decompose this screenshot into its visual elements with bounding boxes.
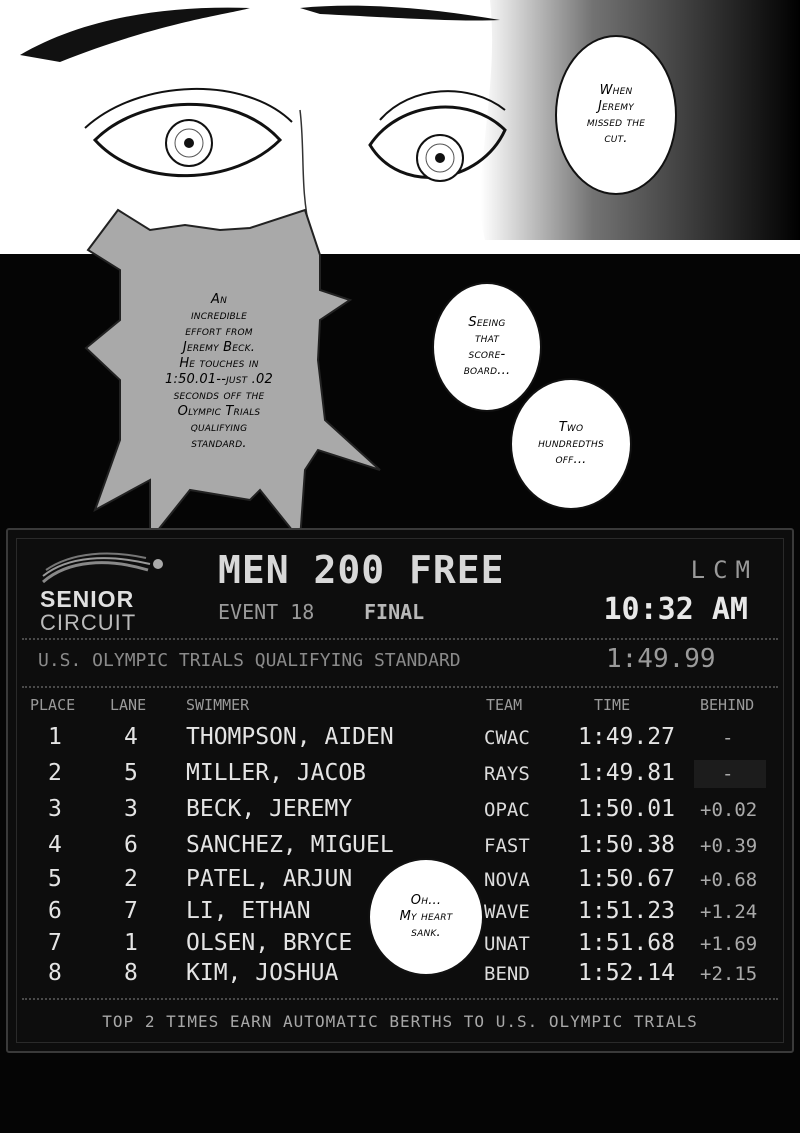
qualifying-standard-label: U.S. OLYMPIC TRIALS QUALIFYING STANDARD <box>38 650 461 671</box>
table-row <box>8 796 792 828</box>
header-lane: LANE <box>110 696 147 714</box>
header-swimmer: SWIMMER <box>186 696 250 714</box>
senior-circuit-logo <box>38 550 168 635</box>
logo-text-line2: CIRCUIT <box>40 610 137 635</box>
lane-cell: 8 <box>124 960 138 986</box>
time-cell: 1:50.01 <box>578 796 675 822</box>
lane-cell: 4 <box>124 724 138 750</box>
behind-cell: - <box>722 727 734 749</box>
lane-cell: 7 <box>124 898 138 924</box>
time-cell: 1:50.38 <box>578 832 675 858</box>
narration-text: When Jeremy missed the cut. <box>586 83 646 146</box>
lane-cell: 6 <box>124 832 138 858</box>
place-cell: 4 <box>48 832 62 858</box>
behind-cell: +1.69 <box>700 933 758 955</box>
place-cell: 8 <box>48 960 62 986</box>
behind-cell: +0.68 <box>700 869 758 891</box>
course-label: LCM <box>690 556 758 584</box>
behind-cell: +0.02 <box>700 799 758 821</box>
lane-cell: 1 <box>124 930 138 956</box>
bubble-text: Seeing that score- board... <box>463 315 511 378</box>
behind-cell: - <box>722 763 734 785</box>
divider <box>22 686 778 688</box>
place-cell: 6 <box>48 898 62 924</box>
bubble-text: Two hundredths off... <box>538 420 604 467</box>
swimmer-cell: SANCHEZ, MIGUEL <box>186 832 394 858</box>
event-title: MEN 200 FREE <box>218 548 505 592</box>
table-row <box>8 832 792 864</box>
swimmer-cell: OLSEN, BRYCE <box>186 930 353 956</box>
clock: 10:32 AM <box>603 592 748 627</box>
table-row <box>8 760 792 792</box>
time-cell: 1:49.27 <box>578 724 675 750</box>
round-label: FINAL <box>364 600 425 624</box>
time-cell: 1:50.67 <box>578 866 675 892</box>
header-place: PLACE <box>30 696 76 714</box>
scoreboard-footer: TOP 2 TIMES EARN AUTOMATIC BERTHS TO U.S. OLYMPIC TRIALS <box>102 1012 698 1031</box>
bubble-text: Oh... My heart sank. <box>399 893 453 940</box>
team-cell: RAYS <box>484 763 530 785</box>
logo-text-line1: SENIOR <box>40 586 135 612</box>
lane-cell: 5 <box>124 760 138 786</box>
time-cell: 1:52.14 <box>578 960 675 986</box>
team-cell: OPAC <box>484 799 530 821</box>
swimmer-cell: PATEL, ARJUN <box>186 866 353 892</box>
place-cell: 5 <box>48 866 62 892</box>
bubble-heart-sank <box>368 858 484 976</box>
swimmer-cell: KIM, JOSHUA <box>186 960 339 986</box>
announcer-caption-text: An incredible effort from Jeremy Beck. He touches in 1:50.01--just .02 seconds off the Olympic Trials qualifying standard. <box>165 292 273 451</box>
lane-cell: 2 <box>124 866 138 892</box>
team-cell: CWAC <box>484 727 530 749</box>
lane-cell: 3 <box>124 796 138 822</box>
team-cell: WAVE <box>484 901 530 923</box>
event-number: EVENT 18 <box>218 600 315 624</box>
behind-cell: +1.24 <box>700 901 758 923</box>
divider <box>22 638 778 640</box>
qualifying-standard-time: 1:49.99 <box>606 644 716 674</box>
team-cell: FAST <box>484 835 530 857</box>
place-cell: 3 <box>48 796 62 822</box>
team-cell: NOVA <box>484 869 530 891</box>
place-cell: 1 <box>48 724 62 750</box>
time-cell: 1:49.81 <box>578 760 675 786</box>
time-cell: 1:51.68 <box>578 930 675 956</box>
bubble-seeing-scoreboard <box>432 282 542 412</box>
table-row <box>8 724 792 756</box>
team-cell: BEND <box>484 963 530 985</box>
time-cell: 1:51.23 <box>578 898 675 924</box>
swimmer-cell: MILLER, JACOB <box>186 760 367 786</box>
behind-cell: +2.15 <box>700 963 758 985</box>
behind-cell: +0.39 <box>700 835 758 857</box>
bubble-two-hundredths <box>510 378 632 510</box>
divider <box>22 998 778 1000</box>
swimmer-cell: THOMPSON, AIDEN <box>186 724 394 750</box>
place-cell: 2 <box>48 760 62 786</box>
swimmer-cell: BECK, JEREMY <box>186 796 353 822</box>
swimmer-cell: LI, ETHAN <box>186 898 311 924</box>
header-team: TEAM <box>486 696 523 714</box>
scoreboard <box>6 528 794 1053</box>
team-cell: UNAT <box>484 933 530 955</box>
place-cell: 7 <box>48 930 62 956</box>
header-behind: BEHIND <box>700 696 755 714</box>
swimmer-wave-icon <box>38 550 168 590</box>
header-time: TIME <box>594 696 631 714</box>
